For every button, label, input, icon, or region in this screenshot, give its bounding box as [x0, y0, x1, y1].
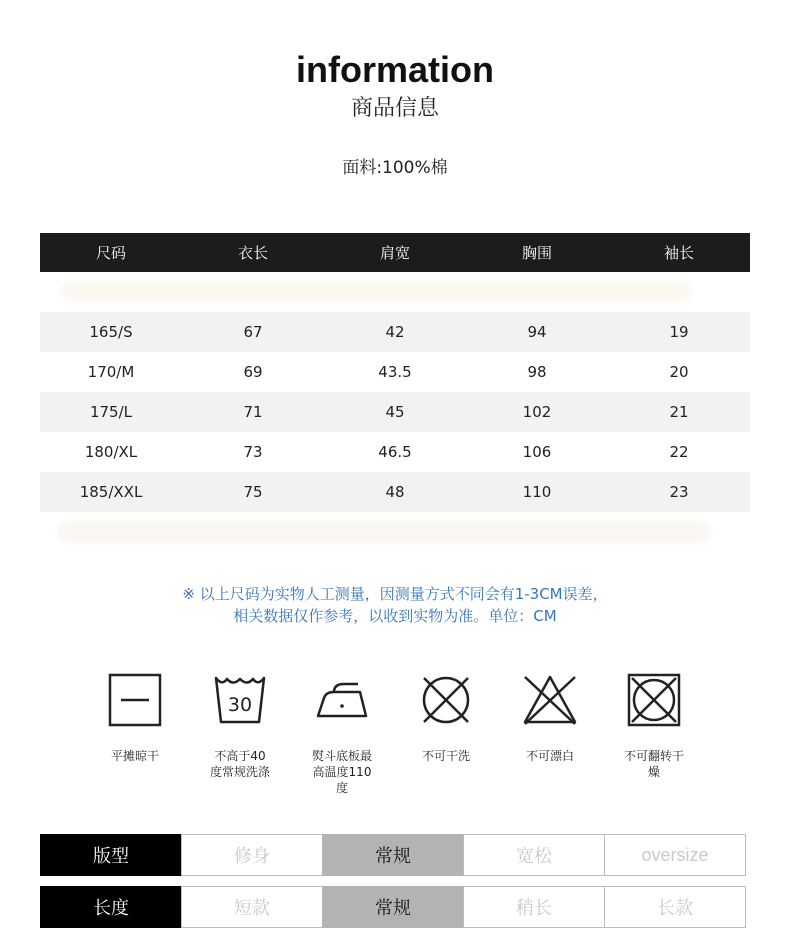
fit-option-loose: 宽松 [463, 834, 605, 876]
table-cell: 42 [324, 312, 466, 352]
length-option-slightly-long: 稍长 [463, 886, 605, 928]
column-header-chest: 胸围 [466, 233, 608, 272]
no-tumble-dry-icon [626, 672, 682, 728]
dry-flat-icon [107, 672, 163, 728]
care-label: 不可干洗 [421, 749, 470, 763]
iron-icon [312, 672, 372, 728]
column-header-shoulder: 肩宽 [324, 233, 466, 272]
table-cell: 20 [608, 352, 750, 392]
care-item-no-dry-clean [398, 672, 494, 764]
table-cell: 19 [608, 312, 750, 352]
care-label: 平摊晾干 [110, 749, 159, 763]
table-cell: 22 [608, 432, 750, 472]
table-cell: 94 [466, 312, 608, 352]
table-cell: 106 [466, 432, 608, 472]
table-cell: 175/L [40, 392, 182, 432]
table-row [40, 312, 750, 352]
wash-30-icon [212, 672, 268, 728]
care-label: 不可翻转干 燥 [623, 749, 684, 779]
table-row [40, 352, 750, 392]
table-cell: 170/M [40, 352, 182, 392]
length-option-long: 长款 [604, 886, 746, 928]
care-item-no-bleach [502, 672, 598, 764]
table-cell: 67 [182, 312, 324, 352]
table-cell: 102 [466, 392, 608, 432]
wash-temperature: 30 [227, 694, 253, 716]
care-label: 不可漂白 [525, 749, 574, 763]
length-option-short: 短款 [181, 886, 323, 928]
table-cell: 75 [182, 472, 324, 512]
fit-attribute-row [40, 834, 750, 876]
column-header-length: 衣长 [182, 233, 324, 272]
table-cell: 180/XL [40, 432, 182, 472]
table-cell: 45 [324, 392, 466, 432]
table-cell: 43.5 [324, 352, 466, 392]
table-cell: 98 [466, 352, 608, 392]
size-table-header [40, 233, 750, 272]
table-cell: 110 [466, 472, 608, 512]
column-header-size: 尺码 [40, 233, 182, 272]
care-item-dry-flat [87, 672, 183, 764]
table-cell: 23 [608, 472, 750, 512]
table-cell: 48 [324, 472, 466, 512]
length-label: 长度 [40, 886, 182, 928]
blurred-region-top [62, 281, 692, 301]
table-row [40, 432, 750, 472]
length-attribute-row [40, 886, 750, 928]
table-cell: 69 [182, 352, 324, 392]
measurement-note-line2: 相关数据仅作参考，以收到实物为准。单位：CM [233, 607, 557, 625]
care-item-no-tumble-dry [606, 672, 702, 780]
care-item-wash-30 [192, 672, 288, 780]
fit-option-slim: 修身 [181, 834, 323, 876]
no-dry-clean-icon [418, 672, 474, 728]
care-item-iron [294, 672, 390, 796]
fabric-info: 面料:100%棉 [342, 158, 448, 178]
page-subtitle: 商品信息 [350, 96, 439, 121]
measurement-note-line1: ※ 以上尺码为实物人工测量，因测量方式不同会有1-3CM误差， [182, 585, 608, 603]
no-bleach-icon [520, 672, 580, 728]
care-label: 熨斗底板最 高温度110 度 [311, 749, 372, 795]
column-header-sleeve: 袖长 [608, 233, 750, 272]
page-title: information [296, 49, 494, 90]
table-row [40, 472, 750, 512]
length-option-regular: 常规 [322, 886, 464, 928]
fit-option-oversize: oversize [604, 834, 746, 876]
table-cell: 21 [608, 392, 750, 432]
table-cell: 165/S [40, 312, 182, 352]
size-table [40, 233, 750, 512]
care-label: 不高于40 度常规洗涤 [209, 749, 270, 779]
table-cell: 71 [182, 392, 324, 432]
table-cell: 46.5 [324, 432, 466, 472]
table-cell: 185/XXL [40, 472, 182, 512]
blurred-region-bottom [58, 520, 710, 544]
fit-option-regular: 常规 [322, 834, 464, 876]
fit-label: 版型 [40, 834, 182, 876]
table-cell: 73 [182, 432, 324, 472]
table-row [40, 392, 750, 432]
